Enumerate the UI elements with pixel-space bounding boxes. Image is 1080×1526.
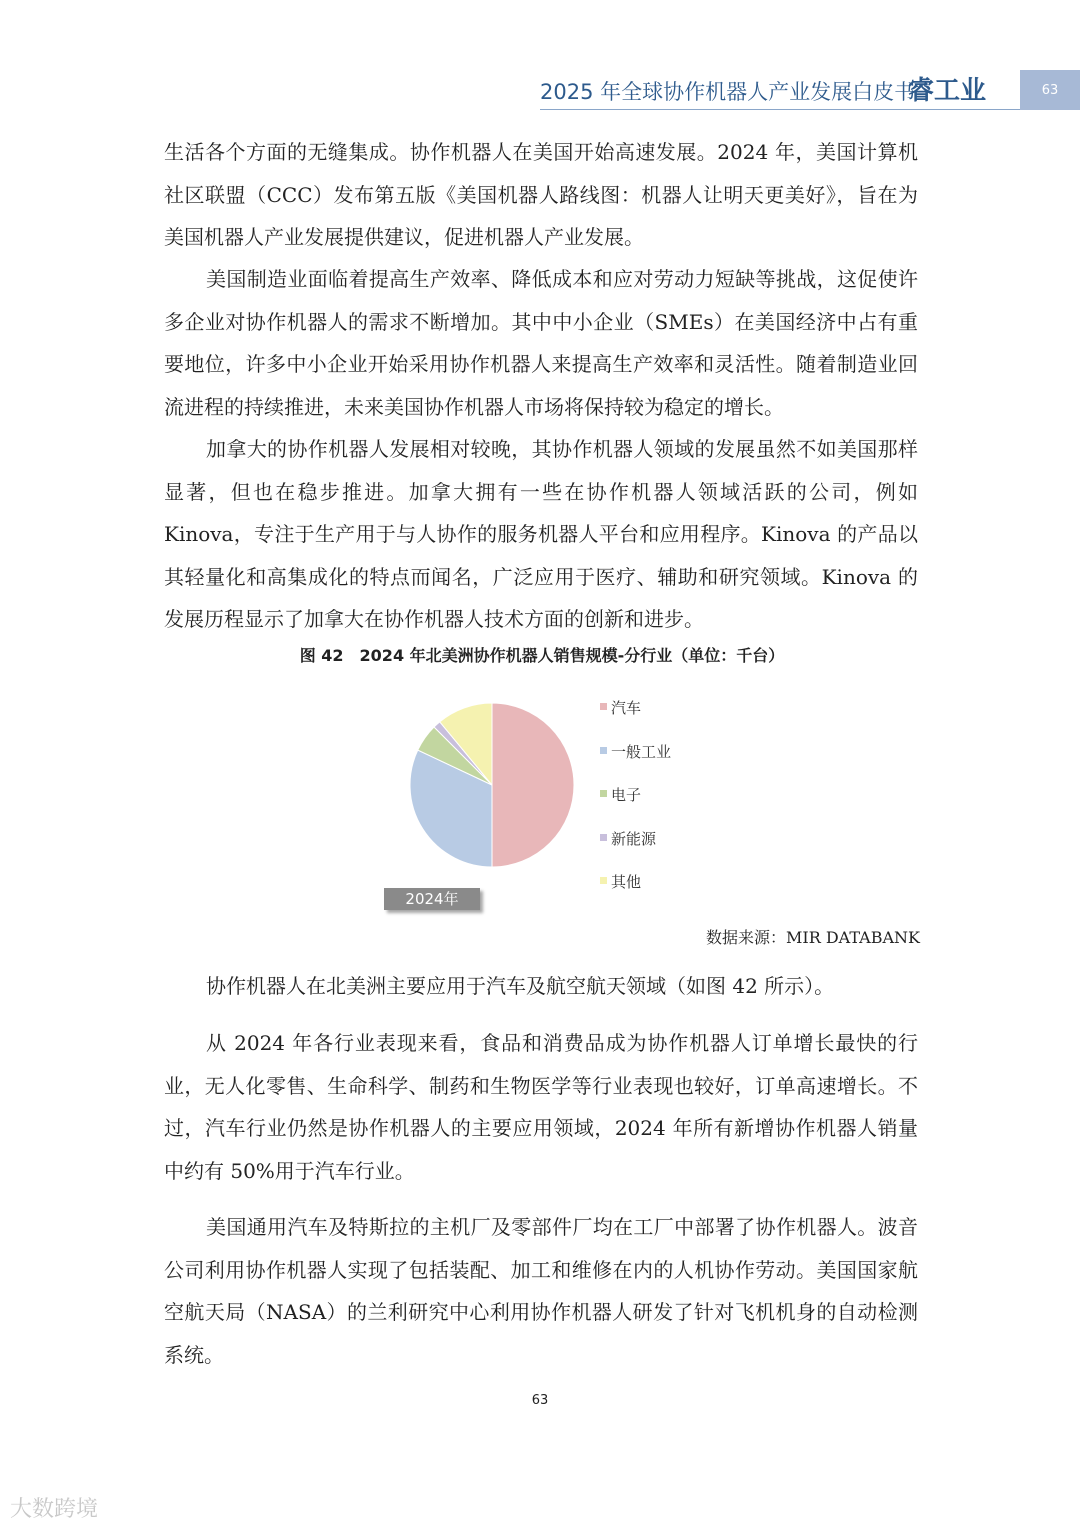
paragraph-2: 美国制造业面临着提高生产效率、降低成本和应对劳动力短缺等挑战，这促使许多企业对协作机器人的需求不断增加。其中中小企业（SMEs）在美国经济中占有重要地位，许多中小企业开始采用协作机器人来提高生产效率和灵活性。随着制造业回流进程的持续推进，未来美国协作机器人市场将保持较为稳定的增长。 xyxy=(164,267,918,419)
legend-label: 其他 xyxy=(611,873,642,891)
paragraph-3: 加拿大的协作机器人发展相对较晚，其协作机器人领域的发展虽然不如美国那样显著，但也在稳步推进。加拿大拥有一些在协作机器人领域活跃的公司，例如 Kinova，专注于生产用于与人协作的服务机器人平台和应用程序。Kinova 的产品以其轻量化和高集成化的特点而闻名，广泛应用于医疗、辅助和研究领域。Kinova 的发展历程显示了加拿大在协作机器人技术方面的创新和进步。 xyxy=(164,437,918,631)
legend-swatch xyxy=(600,790,607,797)
legend-label: 电子 xyxy=(611,786,642,804)
pie-chart xyxy=(400,700,585,870)
legend-item-general-industry xyxy=(600,741,710,785)
legend-swatch xyxy=(600,703,607,710)
legend-item-other xyxy=(600,871,710,915)
chart-legend xyxy=(600,697,710,915)
legend-swatch xyxy=(600,747,607,754)
legend-item-electronics xyxy=(600,784,710,828)
data-source: 数据来源：MIR DATABANK xyxy=(706,928,920,947)
legend-swatch xyxy=(600,834,607,841)
legend-swatch xyxy=(600,877,607,884)
brand-logo: 睿工业 xyxy=(908,76,987,106)
chart-year-label: 2024年 xyxy=(384,888,480,910)
paragraph-6: 美国通用汽车及特斯拉的主机厂及零部件厂均在工厂中部署了协作机器人。波音公司利用协作机器人实现了包括装配、加工和维修在内的人机协作劳动。美国国家航空航天局（NASA）的兰利研究中心利用协作机器人研发了针对飞机机身的自动检测系统。 xyxy=(164,1215,918,1367)
legend-item-new-energy xyxy=(600,828,710,872)
paragraph-4: 协作机器人在北美洲主要应用于汽车及航空航天领域（如图 42 所示）。 xyxy=(206,974,835,998)
page-number: 63 xyxy=(531,1393,549,1408)
legend-label: 一般工业 xyxy=(611,742,672,761)
legend-label: 汽车 xyxy=(611,699,642,717)
figure-caption: 图 42 2024 年北美洲协作机器人销售规模-分行业（单位：千台） xyxy=(299,646,785,665)
paragraph-5: 从 2024 年各行业表现来看，食品和消费品成为协作机器人订单增长最快的行业，无人化零售、生命科学、制药和生物医学等行业表现也较好，订单高速增长。不过，汽车行业仍然是协作机器人的主要应用领域，2024 年所有新增协作机器人销量中约有 50%用于汽车行业。 xyxy=(164,1031,918,1183)
paragraph-1: 生活各个方面的无缝集成。协作机器人在美国开始高速发展。2024 年，美国计算机社区联盟（CCC）发布第五版《美国机器人路线图：机器人让明天更美好》，旨在为美国机器人产业发展提供建议，促进机器人产业发展。 xyxy=(164,140,918,249)
header-page-badge: 63 xyxy=(1020,70,1080,110)
pie-slice-automotive xyxy=(492,703,574,867)
document-title: 2025 年全球协作机器人产业发展白皮书 xyxy=(540,80,916,104)
legend-item-automotive xyxy=(600,697,710,741)
watermark-logo: 大数跨境 xyxy=(10,1497,99,1522)
header-divider xyxy=(540,109,1020,110)
legend-label: 新能源 xyxy=(611,829,657,848)
